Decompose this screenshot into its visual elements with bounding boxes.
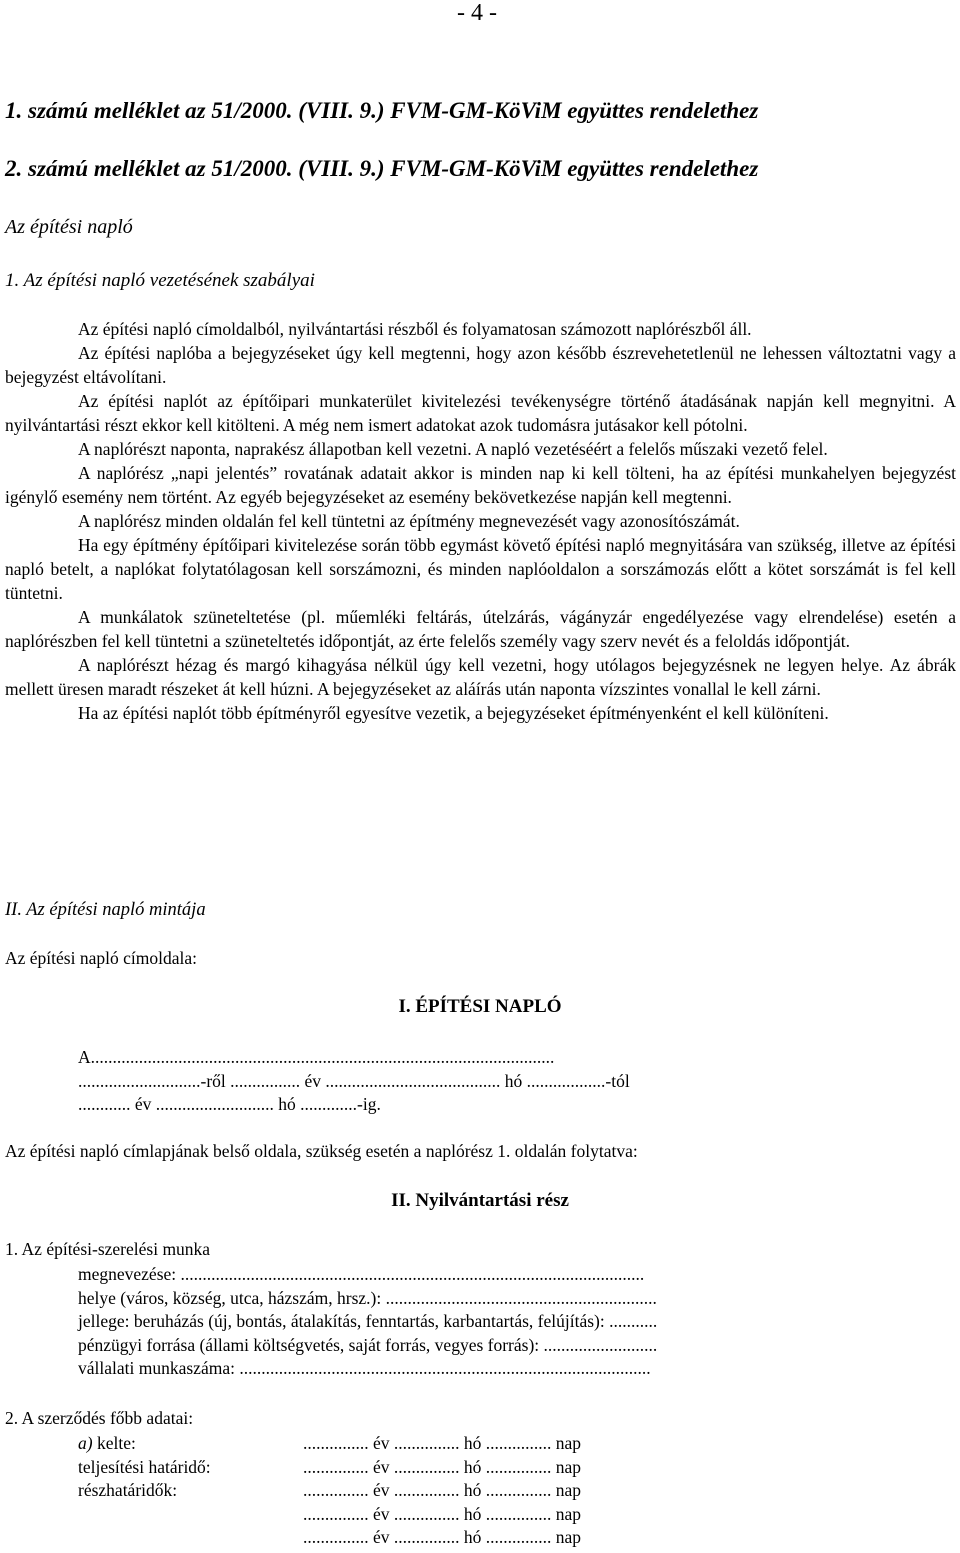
field-line: helye (város, község, utca, házszám, hrsz.): .............................................................. [78, 1287, 657, 1308]
date-line: ............... év ............... hó ............... nap [303, 1456, 582, 1477]
item-1-heading: 1. Az építési-szerelési munka [5, 1239, 211, 1259]
contract-labels [78, 1432, 211, 1503]
paragraph: Az építési naplóba a bejegyzéseket úgy kell megtenni, hogy azon később észrevehetetlenül ne lehessen változtatni vagy a bejegyzést eltávolítani. [5, 343, 956, 387]
date-line: ............... év ............... hó ............... nap [303, 1527, 582, 1548]
deadline-label: teljesítési határidő: [78, 1456, 211, 1477]
field-line: megnevezése: .......................................................................................................... [78, 1264, 645, 1284]
paragraph: Az építési naplót az építőipari munkaterület kivitelezési tevékenységre történő átadásának napján kell megnyitni. A nyilvántartási részt ekkor kell kitölteni. A még nem ismert adatokat azok tudomásra jutásakor kell pótolni. [5, 391, 956, 435]
paragraph: A naplórész „napi jelentés” rovatának adatait akkor is minden nap ki kell tölteni, ha az építési munkahelyen bejegyzést igénylő esemény nem történt. Az egyéb bejegyzéseket az esemény bekövetkezése napján kell megtenni. [5, 463, 956, 507]
cover-line: ............................-ről ................ év ........................................ hó ..................-tól [78, 1070, 630, 1091]
registry-title: II. Nyilvántartási rész [391, 1190, 569, 1211]
page-number: - 4 - [457, 0, 497, 26]
inner-page-label: Az építési napló címlapjának belső oldala, szükség esetén a naplórész 1. oldalán folytatva: [5, 1141, 638, 1161]
paragraph: A naplórészt hézag és margó kihagyása nélkül úgy kell vezetni, hogy utólagos bejegyzésnek ne legyen helye. Az ábrák mellett üresen maradt részeket át kell húzni. A bejegyzéseket az aláírás után naponta vízszintes vonallal le kell zárni. [5, 655, 956, 699]
paragraph: Az építési napló címoldalból, nyilvántartási részből és folyamatosan számozott naplórészből áll. [78, 319, 752, 339]
annex-heading-2: 2. számú melléklet az 51/2000. (VIII. 9.) FVM-GM-KöViM együttes rendelethez [5, 156, 759, 181]
paragraph: Ha egy építmény építőipari kivitelezése során több egymást követő építési napló megnyitására van szükség, illetve az építési napló betelt, a naplókat folytatólagosan kell sorszámozni, és minden naplóoldalon a sorszámozás előtt a kötet sorszámát is fel kell tüntetni. [5, 535, 956, 603]
date-line: ............... év ............... hó ............... nap [303, 1503, 582, 1524]
field-line: pénzügyi forrása (állami költségvetés, saját forrás, vegyes forrás): .......................... [78, 1334, 658, 1355]
paragraph: A naplórész minden oldalán fel kell tüntetni az építmény megnevezését vagy azonosítószámát. [78, 511, 740, 531]
contract-label-row [78, 1432, 211, 1456]
item-1-fields [78, 1263, 657, 1381]
paragraph: A naplórészt naponta, naprakész állapotban kell vezetni. A napló vezetéséért a felelős műszaki vezető felel. [78, 439, 828, 459]
rules-text [5, 317, 956, 725]
issue-date-label: kelte: [96, 1433, 136, 1453]
cover-form [78, 1046, 630, 1117]
contract-dates [303, 1432, 581, 1550]
paragraph: Ha az építési naplót több építményről egyesítve vezetik, a bejegyzéseket építményenként el kell különíteni. [78, 703, 829, 723]
section-1-heading: 1. Az építési napló vezetésének szabályai [5, 270, 315, 291]
date-line: ............... év ............... hó ............... nap [303, 1433, 582, 1453]
field-line: jellege: beruházás (új, bontás, átalakítás, fenntartás, karbantartás, felújítás): ........... [78, 1311, 658, 1331]
field-line: vállalati munkaszáma: .............................................................................................. [78, 1358, 651, 1378]
section-2-heading: II. Az építési napló mintája [5, 900, 206, 920]
date-line: ............... év ............... hó ............... nap [303, 1480, 582, 1501]
cover-line: A.......................................................................................................... [78, 1047, 555, 1067]
item-2-heading: 2. A szerződés főbb adatai: [5, 1408, 194, 1428]
cover-title: I. ÉPÍTÉSI NAPLÓ [398, 996, 562, 1017]
cover-page-label: Az építési napló címoldala: [5, 948, 197, 968]
partial-deadline-label: részhatáridők: [78, 1480, 178, 1501]
paragraph: A munkálatok szüneteltetése (pl. műemléki feltárás, útelzárás, vágányzár engedélyezése vagy elrendelése) esetén a naplórészben fel kell tüntetni a szüneteltetés időpontját, az érte felelős személy vagy szerv nevét és a feloldás időpontját. [5, 607, 956, 651]
label-prefix: a) [78, 1433, 93, 1453]
document-subtitle: Az építési napló [5, 216, 133, 238]
cover-line: ............ év ........................... hó .............-ig. [78, 1094, 381, 1114]
annex-heading-1: 1. számú melléklet az 51/2000. (VIII. 9.) FVM-GM-KöViM együttes rendelethez [5, 98, 759, 123]
